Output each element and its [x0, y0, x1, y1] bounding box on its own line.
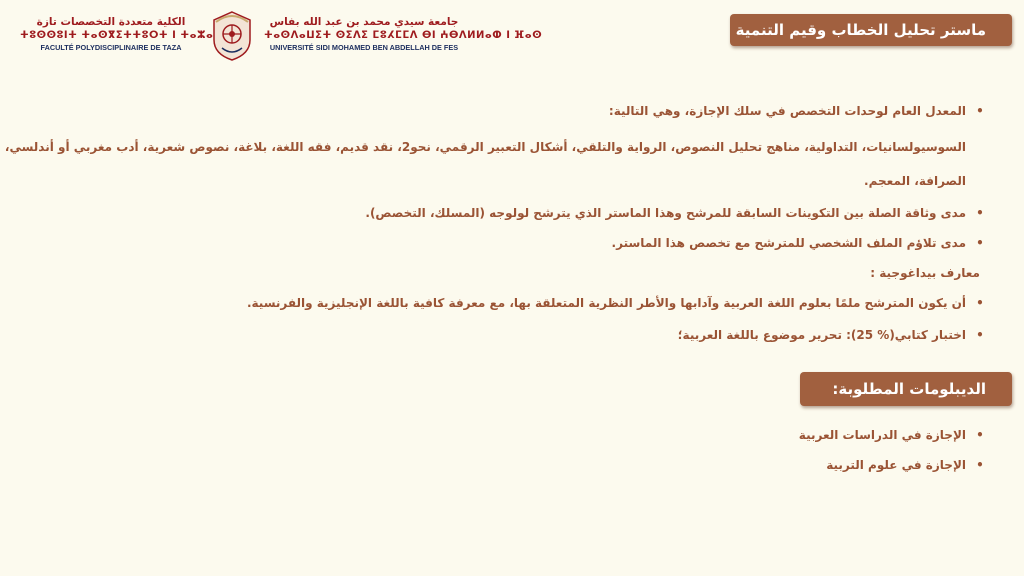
university-name-tifinagh: ⵜⴰⵙⴷⴰⵡⵉⵜ ⵙⵉⴷⵉ ⵎⵓⵃⵎⵎⴷ ⴱⵏ ⵄⴱⴷⵍⵍⴰⵀ ⵏ ⴼⴰⵙ [264, 30, 543, 41]
bullet-icon: • [976, 296, 984, 310]
faculty-name-arabic: الكلية متعددة التخصصات تازة [36, 16, 186, 28]
criteria-text: المعدل العام لوحدات التخصص في سلك الإجازة، وهي التالية: [608, 104, 966, 118]
diplomas-title: الديبلومات المطلوبة: [832, 380, 986, 398]
list-item [247, 296, 994, 310]
units-text: السوسيولسانيات، التداولية، مناهج تحليل النصوص، الرواية والتلقي، أشكال التعبير الرقمي، نحو2، نقد قديم، فقه اللغة، بلاغة، نصوص شعرية، أدب مغربي أو أندلسي، [4, 140, 966, 154]
faculty-name-tifinagh: ⵜⵓⵙⵙⵓⵏⵜ ⵜⴰⵙⴳⵉⵜⵜⵓⵔⵜ ⵏ ⵜⴰⵣⴰ [20, 30, 214, 41]
pedagogy-heading-text: معارف بيداغوجية : [870, 266, 980, 280]
list-item [609, 104, 994, 118]
header-logos [20, 10, 543, 62]
master-title-box [730, 14, 1012, 46]
list-item [678, 328, 994, 342]
university-logo-text [264, 16, 543, 54]
units-line [5, 140, 966, 154]
faculty-logo-text [20, 16, 214, 54]
list-item [826, 458, 994, 472]
list-item [799, 428, 994, 442]
list-item [612, 236, 994, 250]
criteria-text: مدى تلاؤم الملف الشخصي للمترشح مع تخصص هذا الماستر. [611, 236, 966, 250]
pedagogy-heading [870, 266, 980, 280]
diplomas-title-box [800, 372, 1012, 406]
bullet-icon: • [976, 328, 984, 342]
university-emblem-icon [210, 10, 254, 62]
bullet-icon: • [976, 236, 984, 250]
bullet-icon: • [976, 458, 984, 472]
bullet-icon: • [976, 104, 984, 118]
university-name-arabic: جامعة سيدي محمد بن عبد الله بفاس [269, 16, 459, 28]
criteria-text: اختبار كتابي(% 25): تحرير موضوع باللغة العربية؛ [677, 328, 966, 342]
master-title: ماستر تحليل الخطاب وقيم التنمية [735, 21, 986, 39]
faculty-name-french: FACULTÉ POLYDISCIPLINAIRE DE TAZA [40, 43, 182, 52]
list-item [365, 206, 994, 220]
university-name-french: UNIVERSITÉ SIDI MOHAMED BEN ABDELLAH DE FES [269, 43, 459, 52]
diploma-text: الإجازة في علوم التربية [826, 458, 966, 472]
criteria-text: أن يكون المترشح ملمًا بعلوم اللغة العربية وآدابها والأطر النظرية المتعلقة بها، مع معرفة كافية باللغة الإنجليزية والفرنسية. [246, 296, 966, 310]
units-line [864, 174, 966, 188]
diploma-text: الإجازة في الدراسات العربية [798, 428, 966, 442]
units-text: الصرافة، المعجم. [864, 174, 966, 188]
criteria-text: مدى وثاقة الصلة بين التكوينات السابقة للمرشح وهذا الماستر الذي يترشح لولوجه (المسلك، التخصص). [365, 206, 966, 220]
bullet-icon: • [976, 206, 984, 220]
bullet-icon: • [976, 428, 984, 442]
